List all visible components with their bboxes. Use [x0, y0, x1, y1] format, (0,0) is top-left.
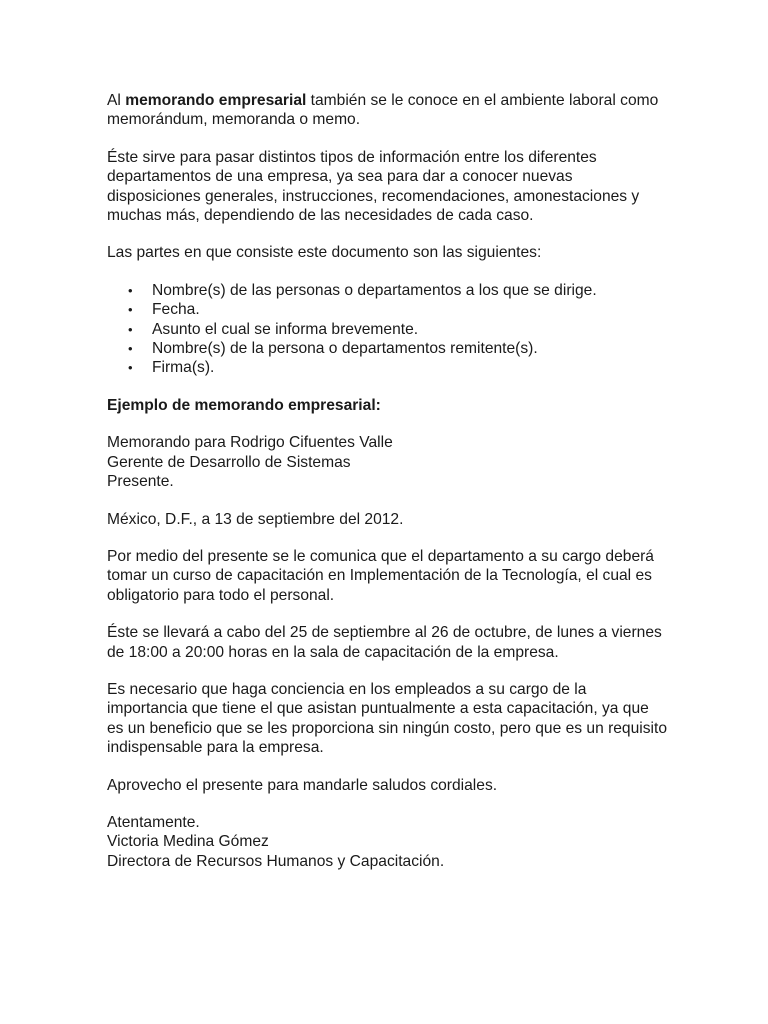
memo-body-paragraph: Éste se llevará a cabo del 25 de septiembre al 26 de octubre, de lunes a viernes de 18:00 a 20:00 horas en la sala de capacitación de la empresa.: [107, 624, 662, 661]
intro-paragraph: [107, 91, 667, 130]
memo-presente: Presente.: [107, 473, 174, 491]
parts-intro: Las partes en que consiste este documento son las siguientes:: [107, 244, 542, 262]
memo-body-paragraph: Es necesario que haga conciencia en los empleados a su cargo de la importancia que tiene el que asistan puntualmente a esta capacitación, ya que es un beneficio que se les proporciona sin ningún costo, pero que es un requisito indispensable para la empresa.: [107, 680, 668, 757]
list-item: • Nombre(s) de las personas o departamentos a los que se dirige.: [152, 281, 667, 300]
memo-body-paragraph: Por medio del presente se le comunica que el departamento a su cargo deberá tomar un curso de capacitación en Implementación de la Tecnología, el cual es obligatorio para todo el personal.: [107, 547, 654, 604]
parts-list: [107, 281, 667, 378]
memo-recipient-title: Gerente de Desarrollo de Sistemas: [107, 453, 351, 471]
memo-closing: Atentamente.: [107, 813, 200, 831]
list-item: • Fecha.: [152, 300, 667, 319]
intro-term: memorando empresarial: [125, 92, 307, 109]
list-item: • Firma(s).: [152, 358, 667, 377]
memo-date: México, D.F., a 13 de septiembre del 2012.: [107, 510, 404, 528]
purpose-paragraph: Éste sirve para pasar distintos tipos de información entre los diferentes departamentos de una empresa, ya sea para dar a conocer nuevas disposiciones generales, instrucciones, recomendaciones, amonestaciones y muchas más, dependiendo de las necesidades de cada caso.: [107, 148, 640, 225]
list-item: • Nombre(s) de la persona o departamentos remitente(s).: [152, 339, 667, 358]
memo-recipient: Memorando para Rodrigo Cifuentes Valle: [107, 434, 393, 452]
memo-signature: [107, 813, 667, 871]
intro-lead: Al: [107, 92, 126, 109]
document-page: [107, 91, 667, 889]
memo-body-paragraph: Aprovecho el presente para mandarle saludos cordiales.: [107, 776, 498, 794]
memo-header: [107, 433, 667, 491]
memo-sender-title: Directora de Recursos Humanos y Capacitación.: [107, 852, 445, 870]
example-heading: Ejemplo de memorando empresarial:: [107, 396, 381, 414]
list-item: • Asunto el cual se informa brevemente.: [152, 320, 667, 339]
memo-sender-name: Victoria Medina Gómez: [107, 833, 269, 851]
intro-rest: también se le conoce en el ambiente laboral como memorándum, memoranda o memo.: [107, 92, 659, 129]
